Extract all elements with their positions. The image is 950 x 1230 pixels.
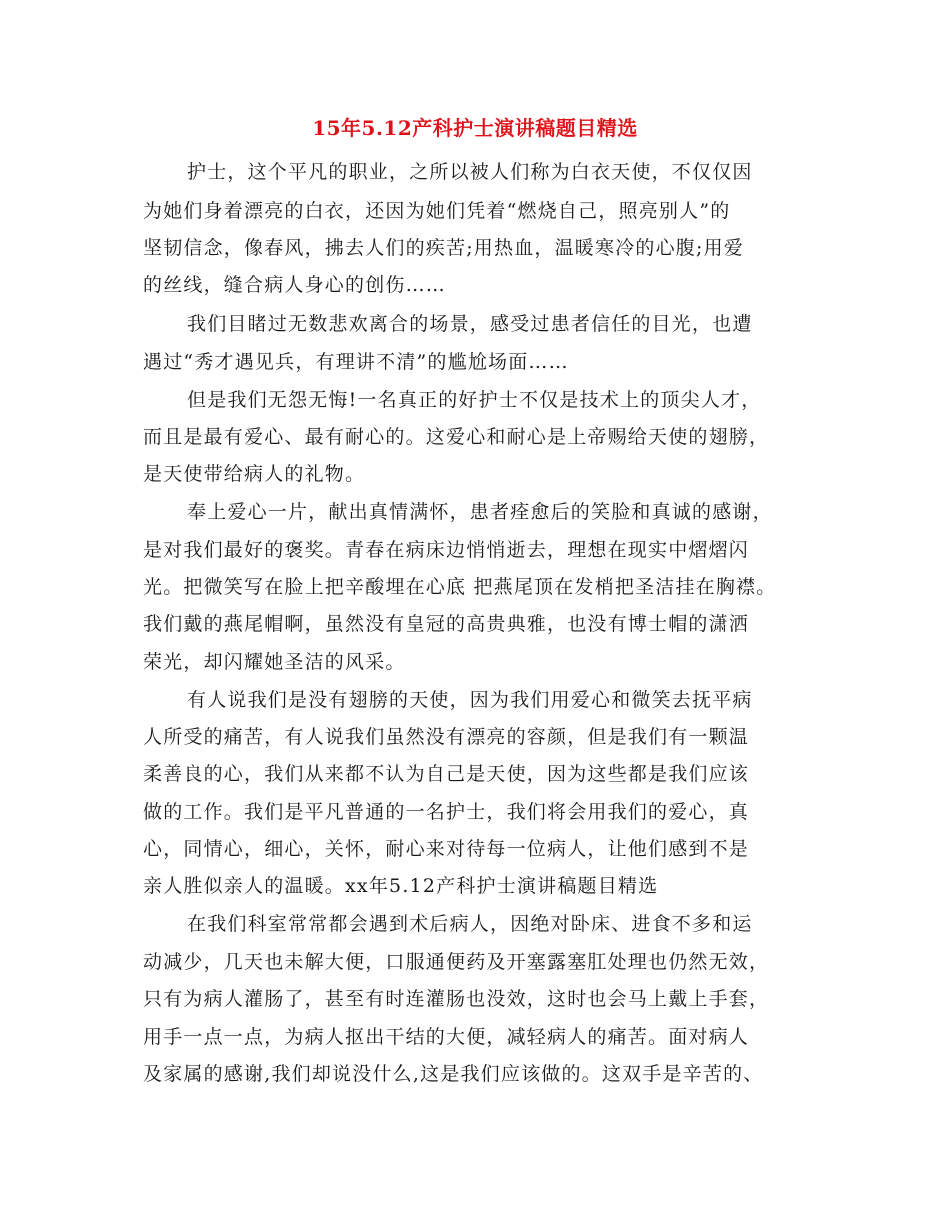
paragraph-line: 荣光，却闪耀她圣洁的风采。: [143, 651, 406, 673]
paragraph-line: 是天使带给病人的礼物。: [143, 463, 366, 485]
paragraph-line: 只有为病人灌肠了，甚至有时连灌肠也没效，这时也会马上戴上手套，: [143, 988, 770, 1010]
paragraph-line: 护士，这个平凡的职业，之所以被人们称为白衣天使，不仅仅因: [187, 161, 753, 183]
paragraph-line: 心，同情心，细心，关怀，耐心来对待每一位病人，让他们感到不是: [143, 838, 750, 860]
paragraph-line: 我们目睹过无数悲欢离合的场景，感受过患者信任的目光，也遭: [187, 313, 753, 335]
paragraph-line: 做的工作。我们是平凡普通的一名护士，我们将会用我们的爱心，真: [143, 801, 750, 823]
paragraph-line: 用手一点一点，为病人抠出干结的大便，减轻病人的痛苦。面对病人: [143, 1026, 750, 1048]
paragraph-line: 奉上爱心一片，献出真情满怀，患者痊愈后的笑脸和真诚的感谢，: [187, 501, 773, 523]
paragraph-line: 及家属的感谢,我们却说没什么,这是我们应该做的。这双手是辛苦的、: [143, 1063, 764, 1085]
paragraph-line: 在我们科室常常都会遇到术后病人，因绝对卧床、进食不多和运: [187, 913, 753, 935]
document-title: 15年5.12产科护士演讲稿题目精选: [312, 116, 638, 140]
paragraph-line: 我们戴的燕尾帽啊，虽然没有皇冠的高贵典雅，也没有博士帽的潇洒: [143, 613, 750, 635]
paragraph-line: 坚韧信念，像春风，拂去人们的疾苦;用热血，温暖寒冷的心腹;用爱: [143, 237, 745, 259]
paragraph-line: 为她们身着漂亮的白衣，还因为她们凭着“燃烧自己，照亮别人”的: [143, 200, 731, 222]
paragraph-line: 而且是最有爱心、最有耐心的。这爱心和耐心是上帝赐给天使的翅膀，: [143, 426, 770, 448]
paragraph-line: 动减少，几天也未解大便，口服通便药及开塞露塞肛处理也仍然无效，: [143, 951, 770, 973]
paragraph-line: 的丝线，缝合病人身心的创伤……: [143, 274, 447, 296]
paragraph-line: 柔善良的心，我们从来都不认为自己是天使，因为这些都是我们应该: [143, 763, 750, 785]
paragraph-line: 是对我们最好的褒奖。青春在病床边悄悄逝去，理想在现实中熠熠闪: [143, 539, 750, 561]
paragraph-line: 遇过“秀才遇见兵，有理讲不清”的尴尬场面……: [143, 351, 569, 373]
paragraph-line: 有人说我们是没有翅膀的天使，因为我们用爱心和微笑去抚平病: [187, 689, 753, 711]
paragraph-line: 人所受的痛苦，有人说我们虽然没有漂亮的容颜，但是我们有一颗温: [143, 726, 750, 748]
paragraph-line: 光。把微笑写在脸上把辛酸埋在心底 把燕尾顶在发梢把圣洁挂在胸襟。: [143, 576, 777, 598]
paragraph-line: 亲人胜似亲人的温暖。xx年5.12产科护士演讲稿题目精选: [143, 875, 659, 897]
paragraph-line: 但是我们无怨无悔!一名真正的好护士不仅是技术上的顶尖人才，: [187, 389, 762, 411]
